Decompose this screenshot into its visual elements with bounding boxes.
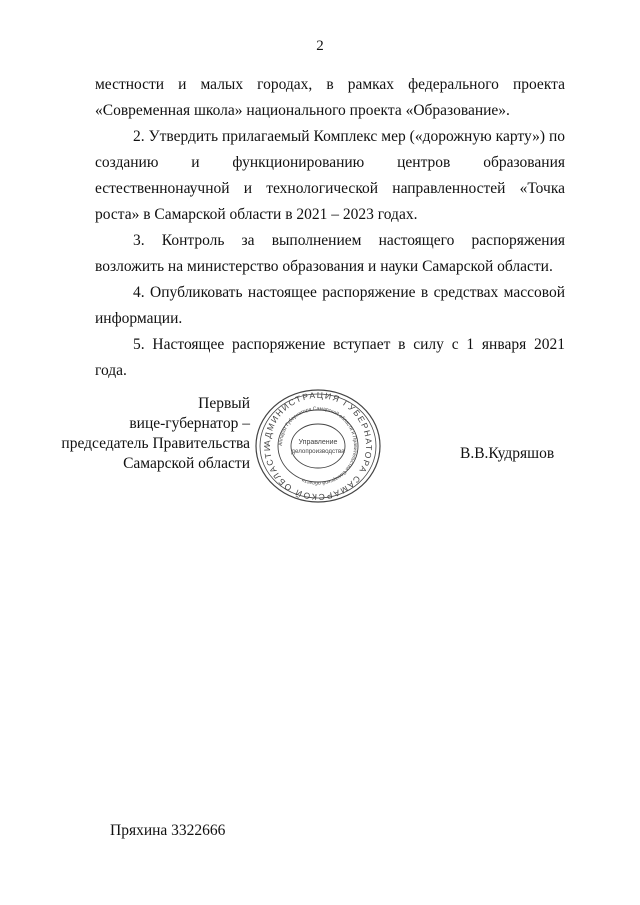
paragraph-item-5: 5. Настоящее распоряжение вступает в силу с 1 января 2021 года. xyxy=(95,336,565,379)
stamp-center-ring xyxy=(291,424,345,468)
stamp-inner-textpath: Аппарат Губернатора Самарской области и Правительства Самарской области xyxy=(277,405,359,487)
paragraph-item-3: 3. Контроль за выполнением настоящего распоряжения возложить на министерство образования и науки Самарской области. xyxy=(95,232,565,275)
signer-title-line: Самарской области xyxy=(123,455,250,472)
official-stamp xyxy=(252,388,384,504)
signer-name: В.В.Кудряшов xyxy=(460,445,555,462)
signer-title xyxy=(60,394,250,474)
stamp-inner-text xyxy=(278,406,358,487)
signer-title-line: председатель Правительства xyxy=(61,435,250,452)
stamp-outer-textpath: АДМИНИСТРАЦИЯ ГУБЕРНАТОРА САМАРСКОЙ ОБЛАСТИ xyxy=(261,389,375,503)
paragraph-continuation: местности и малых городах, в рамках федерального проекта «Современная школа» национального проекта «Образование». xyxy=(95,76,565,119)
executor-contact: Пряхина 3322666 xyxy=(110,822,226,839)
signer-title-line: вице-губернатор – xyxy=(129,415,250,432)
page-number: 2 xyxy=(316,38,324,54)
signer-title-line: Первый xyxy=(198,395,250,412)
stamp-center-line2: делопроизводства xyxy=(291,448,345,455)
paragraph-item-4: 4. Опубликовать настоящее распоряжение в средствах массовой информации. xyxy=(95,284,565,327)
signature-block xyxy=(0,388,640,508)
stamp-graphic xyxy=(252,388,384,504)
stamp-center-line1: Управление xyxy=(298,439,338,446)
document-body xyxy=(95,72,565,384)
paragraph-item-2: 2. Утвердить прилагаемый Комплекс мер («дорожную карту») по созданию и функционированию центров образования естественнонаучной и технологической направленностей «Точка роста» в Самарской области в 2021 – 2023 годах. xyxy=(95,128,565,223)
